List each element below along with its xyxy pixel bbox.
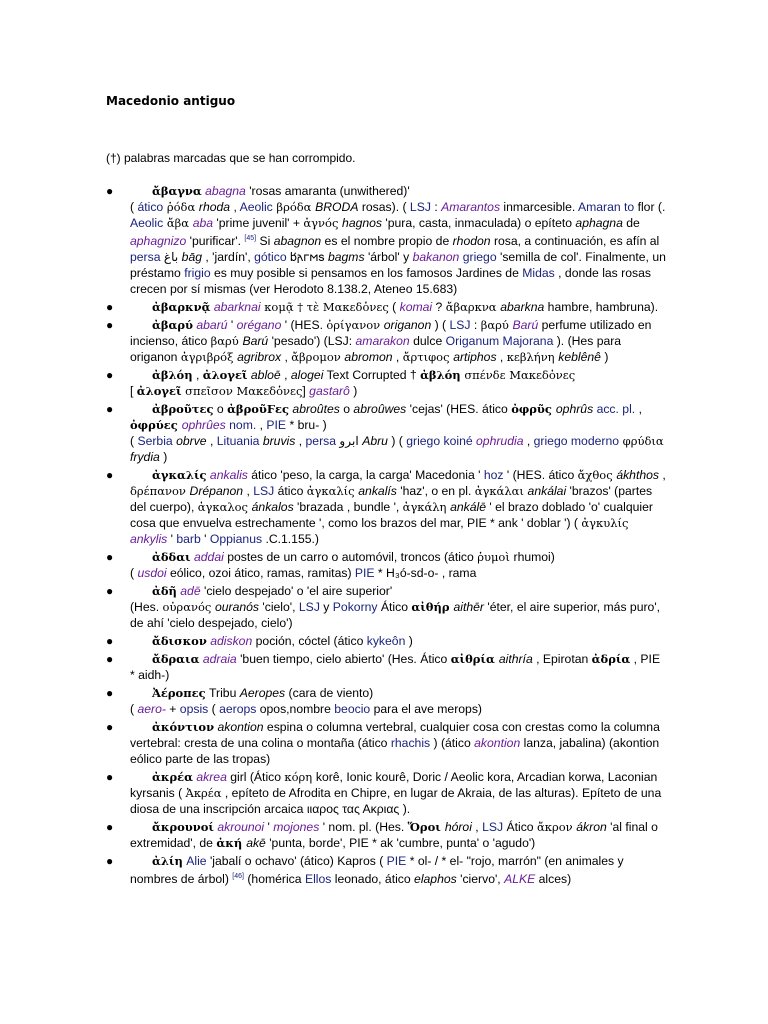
entry-text: 'rosas amaranta (unwithered)' <box>245 184 410 198</box>
entry-text: , <box>295 434 306 449</box>
term-link[interactable]: aba <box>192 216 214 230</box>
entry-alie <box>106 853 666 887</box>
entry-text: Barú <box>242 334 269 349</box>
entry-text: ) <box>159 450 168 465</box>
reference-link[interactable]: [46] <box>232 873 244 881</box>
term-link[interactable]: Pokorny <box>332 600 378 615</box>
entry-text: , epíteto de Afrodita en Chipre, en lugar de Akraia, de las alturas). Epíteto de una diosa de una inscripción arcaica ιιαρος τας Ακριας ). <box>130 786 662 817</box>
term-link[interactable]: gastarô <box>309 384 350 399</box>
term-link[interactable]: LSJ <box>449 318 471 333</box>
entry-text: ( <box>388 300 400 315</box>
entry-text: βρόδα <box>272 200 316 214</box>
entry-text: ) <box>405 634 413 649</box>
entry-text: ) <box>349 384 358 399</box>
bullet-icon: ● <box>106 686 114 701</box>
entry-text: Text Corrupted † <box>323 368 421 383</box>
term-link[interactable]: barb <box>176 532 201 547</box>
entry-text: , <box>280 368 291 383</box>
entry-text: es muy posible si pensamos en los famosos Jardines de <box>210 266 523 281</box>
entry-text: , <box>659 468 666 483</box>
entry-text: bruvis <box>262 434 296 449</box>
entry-text: aphagna <box>575 216 623 230</box>
entry-text: Si <box>256 234 274 249</box>
entry-text: ophrûs <box>555 402 594 417</box>
bullet-icon: ● <box>106 854 114 869</box>
entry-text: abarkna <box>500 300 545 315</box>
entry-text: [ <box>130 384 137 399</box>
term-link[interactable]: acc. pl. <box>596 402 636 417</box>
term-link[interactable]: LSJ <box>482 820 504 835</box>
entry-text: keblênê <box>558 350 601 365</box>
entry-text: φρύδια <box>619 434 664 449</box>
term-link[interactable]: abagna <box>201 184 246 198</box>
entry-text: bagms <box>327 250 365 265</box>
entry-text: akē <box>246 836 266 851</box>
entry-agkalis <box>106 467 666 547</box>
entry-text: 'semilla de col'. Finalmente, un préstamo <box>130 250 666 281</box>
entry-text: o <box>213 402 228 417</box>
entry-text: * ol- / * el- "rojo, marrón" (en animales y nombres de árbol) <box>130 854 624 887</box>
entry-text: hóroi <box>444 820 472 835</box>
entry-text: (cara de viento) <box>285 686 374 701</box>
entry-text: ' (HES. <box>281 318 327 333</box>
entry-text: ( <box>130 200 138 214</box>
entry-text: , <box>230 200 240 214</box>
page-title: Macedonio antiguo <box>106 94 236 108</box>
entry-text: ἄβα <box>163 216 193 230</box>
entry-text: , <box>392 350 403 365</box>
term-link[interactable]: akrea <box>192 770 227 785</box>
term-link[interactable]: ático <box>137 200 164 214</box>
entry-text: Aeropes <box>239 686 286 701</box>
bullet-icon: ● <box>106 770 114 785</box>
entry-text: rosa, a continuación, es afín al <box>490 234 660 249</box>
entry-text: abroûtes <box>289 402 340 417</box>
headword: αἰθρία <box>450 652 499 667</box>
entry-akontion <box>106 719 666 767</box>
entry-text: ' <box>200 532 210 547</box>
term-link[interactable]: hoz <box>483 468 504 483</box>
term-link[interactable]: Origanum Majorana <box>445 334 554 349</box>
bullet-icon: ● <box>106 820 114 835</box>
bullet-icon: ● <box>106 402 114 417</box>
term-link[interactable]: PIE <box>266 418 287 433</box>
entry-text: * bru- ) <box>286 418 327 433</box>
bullet-icon: ● <box>106 634 114 649</box>
term-link[interactable]: Ellos <box>304 872 332 887</box>
entry-akrounoi <box>106 819 666 851</box>
entry-text: para el ave merops) <box>370 702 482 717</box>
term-link[interactable]: LSJ <box>298 600 320 615</box>
term-link[interactable]: amarakon <box>355 334 410 349</box>
entry-text: leonado, ático <box>331 872 415 887</box>
term-link[interactable]: abarknai <box>210 300 261 315</box>
entry-text: ἀγκάλη <box>402 500 451 515</box>
entry-text: bāg <box>181 250 203 265</box>
entry-text: ' (HES. ático <box>503 468 578 483</box>
entry-ade <box>106 583 666 631</box>
entry-text: .C.1.155.) <box>262 532 319 547</box>
entry-text: ' nom. pl. (Hes. <box>319 820 408 835</box>
entry-text: ἄβρομον <box>291 350 345 365</box>
entry-text: y <box>319 600 333 615</box>
headword: ἀλίη <box>152 854 183 869</box>
entry-adiskon <box>106 633 666 649</box>
headword: Ἀέροπες <box>152 686 206 701</box>
entry-text: 'cielo despejado' o 'el aire superior' <box>200 584 393 599</box>
entry-text: , <box>471 820 483 835</box>
entry-text: lanza, jabalina) (akontion eólico parte de las tropas) <box>130 736 660 767</box>
entry-text: frydia <box>130 450 160 465</box>
entry-text: hambre, hambruna). <box>544 300 659 315</box>
entry-text: Drépanon <box>189 484 244 499</box>
entry-text: ἀγριβρόξ <box>180 350 238 365</box>
term-link[interactable]: addai <box>190 550 224 565</box>
entry-text: ) ( <box>387 434 407 449</box>
term-link[interactable]: frigio <box>184 266 211 281</box>
entry-text: 'ciervo', <box>456 872 505 887</box>
entry-text: ánkalos <box>251 500 294 515</box>
headword: ἀβροῦτες <box>152 402 214 417</box>
headword: ἄδισκον <box>152 634 207 649</box>
headword: ἄδραια <box>152 652 200 667</box>
term-link[interactable]: PIE <box>386 854 407 869</box>
entry-text: eólico, ozoi ático, ramas, ramitas) <box>166 566 355 581</box>
entry-text: κομᾷ † τὲ Μακεδὁνες <box>260 300 389 315</box>
term-link[interactable]: adiskon <box>206 634 253 649</box>
entry-text: , <box>496 350 507 365</box>
entry-text: rhodon <box>452 234 491 249</box>
reference-link[interactable]: [45] <box>244 235 257 242</box>
entry-text: ankálai <box>527 484 567 499</box>
entry-text: 𐌱𐌰𐌲𐌼𐍃 <box>286 250 328 265</box>
entry-text: βαρύ <box>480 318 513 333</box>
entry-text: artiphos <box>453 350 497 365</box>
term-link[interactable]: kykeôn <box>366 634 406 649</box>
term-link[interactable]: Aeolic <box>239 200 273 214</box>
term-link[interactable]: griego moderno <box>533 434 620 449</box>
entry-text: 'haz', o en pl. <box>396 484 475 499</box>
entry-text: ( <box>130 434 138 449</box>
entry-text: 'cielo', <box>259 600 299 615</box>
entry-text: ático <box>274 484 307 499</box>
entry-text: espina o columna vertebral, cualquier cosa con crestas como la columna vertebral: cresta de una colina o montaña (ático <box>130 720 660 751</box>
term-link[interactable]: ankalis <box>206 468 248 483</box>
entry-text: , <box>523 434 534 449</box>
entry-text: Abru <box>362 434 388 449</box>
term-link[interactable]: rhachis <box>390 736 431 751</box>
entry-text: ( <box>208 702 220 717</box>
entry-text: 'árbol' y <box>364 250 413 265</box>
entry-text: 'purificar'. <box>186 234 245 249</box>
entry-text: , <box>206 434 217 449</box>
entry-text: opos,nombre <box>256 702 335 717</box>
entry-text: Tribu <box>205 686 240 701</box>
entry-text: girl (Ático <box>226 770 285 785</box>
entry-text: BRODA <box>315 200 359 214</box>
headword: ἀβροῦϜες <box>227 402 290 417</box>
term-link[interactable]: komai <box>399 300 433 315</box>
entry-list <box>106 183 666 889</box>
term-link[interactable]: akrounoi <box>213 820 265 835</box>
bullet-icon: ● <box>106 584 114 599</box>
entry-text: 'buen tiempo, cielo abierto' (Hes. Ático <box>236 652 451 667</box>
headword: ἀδρία <box>591 652 631 667</box>
entry-text: σπεῖσον Μακεδὁνες <box>181 384 303 399</box>
entry-text: ἀγκαλίς <box>306 484 359 499</box>
entry-text: rhoda <box>198 200 231 214</box>
entry-text: dulce <box>409 334 446 349</box>
term-link[interactable]: opsis <box>179 702 209 717</box>
entry-text: , PIE * aidh-) <box>130 652 661 683</box>
entry-text: elaphos <box>414 872 457 887</box>
entry-aeropes <box>106 685 666 717</box>
entry-text: ἄκρον <box>536 820 577 835</box>
entry-text: de <box>622 216 640 230</box>
headword: Ὅροι <box>407 820 445 835</box>
bullet-icon: ● <box>106 300 114 315</box>
term-link[interactable]: ankylis <box>130 532 168 547</box>
entry-text: ابرو <box>336 434 363 449</box>
entry-text: 'pura, casta, inmaculada) o epíteto <box>382 216 576 230</box>
term-link[interactable]: ALKE <box>504 872 536 887</box>
term-link[interactable]: Amaran to <box>577 200 635 214</box>
entry-text: , <box>281 350 292 365</box>
entry-text: δρέπανον <box>130 484 190 499</box>
entry-text: obrve <box>176 434 207 449</box>
term-link[interactable]: PIE <box>354 566 375 581</box>
entry-text: abloē <box>247 368 281 383</box>
entry-abroutes <box>106 401 666 465</box>
entry-text: οὐρανός <box>162 600 215 615</box>
entry-text: 'éter, el aire superior, más puro', de ahí 'cielo despejado, cielo') <box>130 600 661 631</box>
entry-text: ' el brazo doblado 'o' cualquier cosa que envuelva estrechamente ', como los brazos del mar, PIE * ank ' doblar ') ( <box>130 500 653 531</box>
term-link[interactable]: bakanon <box>412 250 460 265</box>
entry-text: , <box>256 418 267 433</box>
entry-text: (Hes. <box>130 600 163 615</box>
entry-text: o <box>339 402 354 417</box>
entry-text: abromon <box>344 350 393 365</box>
entry-text: ' <box>167 532 177 547</box>
entry-text: 'pesado') (LSJ: <box>268 334 356 349</box>
headword: ἀβλόη <box>420 368 461 383</box>
entry-text: ' <box>227 318 237 333</box>
term-link[interactable]: Oppianus <box>209 532 263 547</box>
term-link[interactable]: aphagnizo <box>130 234 187 249</box>
entry-text: korê, Ionic kourê, Doric / Aeolic kora, Arcadian korwa, Laconian kyrsanis ( <box>130 770 658 801</box>
entry-text: باغ <box>160 250 182 265</box>
entry-text: perfume utilizado en incienso, ático <box>130 318 652 349</box>
headword: ἀγκαλίς <box>152 468 207 483</box>
entry-akrea <box>106 769 666 817</box>
entry-text: postes de un carro o automóvil, troncos (ático <box>223 550 478 565</box>
entry-text: ankalís <box>358 484 397 499</box>
entry-text: rhumoi) <box>513 550 555 565</box>
entry-text: ἀγκαλος <box>197 500 252 515</box>
entry-text: ῥόδα <box>163 200 199 214</box>
entry-adraia <box>106 651 666 683</box>
term-link[interactable]: adē <box>176 584 201 599</box>
term-link[interactable]: abarú <box>192 318 228 333</box>
entry-text: es el nombre propio de <box>321 234 453 249</box>
entry-text: ἄβαρκνα <box>445 300 501 315</box>
headword: ἀδδαι <box>152 550 191 565</box>
term-link[interactable]: persa <box>305 434 337 449</box>
entry-text: ἄχθος <box>577 468 617 483</box>
entry-abagna <box>106 183 666 297</box>
entry-text: akontion <box>214 720 264 735</box>
entry-text: ) <box>600 350 609 365</box>
entry-text: , <box>635 402 642 417</box>
term-link[interactable]: Barú <box>512 318 539 333</box>
entry-text: abagnon <box>273 234 322 249</box>
entry-text: inmarcesible. <box>500 200 578 214</box>
term-link[interactable]: nom. <box>229 418 257 433</box>
entry-abarkna <box>106 299 666 315</box>
entry-text: aithría <box>498 652 533 667</box>
entry-text: , <box>243 484 254 499</box>
entry-text: ) ( <box>431 318 450 333</box>
entry-text: rosas). ( <box>358 200 410 214</box>
entry-text: ákron <box>576 820 607 835</box>
entry-abaru <box>106 317 666 365</box>
entry-text: ἁγνός <box>303 216 343 230</box>
entry-text: 'brazos' (partes del cuerpo), <box>130 484 653 515</box>
term-link[interactable]: ophrudia <box>476 434 524 449</box>
entry-text: abroûwes <box>353 402 407 417</box>
entry-text: σπένδε Μακεδὁνες <box>460 368 576 383</box>
term-link[interactable]: Midas <box>522 266 555 281</box>
bullet-icon: ● <box>106 652 114 667</box>
entry-text: alces) <box>535 872 572 887</box>
entry-text: ( <box>130 702 138 717</box>
entry-text: ouranós <box>214 600 260 615</box>
entry-text: , donde las rosas crecen por sí mismas (ver Herodoto 8.138.2, Ateneo 15.683) <box>130 266 651 297</box>
entry-text: Ático <box>377 600 412 615</box>
entry-text: (homérica <box>243 872 305 887</box>
term-link[interactable]: griego <box>462 250 497 265</box>
term-link[interactable]: Serbia <box>137 434 173 449</box>
entry-text: κεβλήνη <box>506 350 559 365</box>
entry-text: ankálē <box>450 500 487 515</box>
entry-text: hagnos <box>342 216 383 230</box>
entry-text: : <box>470 318 481 333</box>
entry-text: ' <box>264 820 274 835</box>
term-link[interactable]: orégano <box>236 318 282 333</box>
entry-text: agribrox <box>237 350 282 365</box>
term-link[interactable]: Aeolic <box>130 216 164 230</box>
headword: ὀφρύες <box>130 418 182 433</box>
entry-text: ἀγκυλίς <box>581 516 629 531</box>
headword: ἄκρουνοί <box>152 820 214 835</box>
entry-text: ἄρτιφος <box>402 350 454 365</box>
headword: ἀβλόη <box>152 368 193 383</box>
headword: ἀδῆ <box>152 584 177 599</box>
entry-text: 'al final o extremidad', de <box>130 820 658 851</box>
entry-text: 'jabalí o ochavo' (ático) Kapros ( <box>206 854 387 869</box>
entry-text: ? <box>432 300 446 315</box>
entry-text: ático 'peso, la carga, la carga' Macedonia ' <box>247 468 484 483</box>
entry-text: ) (ático <box>430 736 475 751</box>
entry-ablon <box>106 367 666 399</box>
term-link[interactable]: gótico <box>254 250 287 265</box>
bullet-icon: ● <box>106 184 114 198</box>
bullet-icon: ● <box>106 468 114 483</box>
headword: ἀλογεῖ <box>202 368 248 383</box>
term-link[interactable]: griego koiné <box>406 434 473 449</box>
headword: αἰθήρ <box>411 600 454 615</box>
entry-text: ὀρίγανον <box>326 318 384 333</box>
entry-text: ] <box>302 384 310 399</box>
bullet-icon: ● <box>106 550 114 565</box>
entry-text: + <box>165 702 180 717</box>
term-link[interactable]: akontion <box>474 736 521 751</box>
headword: ἀκή <box>216 836 247 851</box>
term-link[interactable]: beocio <box>334 702 371 717</box>
bullet-icon: ● <box>106 368 114 383</box>
entry-addai <box>106 549 666 581</box>
headword: ἀλογεῖ <box>136 384 182 399</box>
term-link[interactable]: Alie <box>182 854 207 869</box>
entry-text: ῥυμοὶ <box>477 550 514 565</box>
entry-text: 'punta, borde', PIE * ak 'cumbre, punta' o 'agudo') <box>265 836 536 851</box>
term-link[interactable]: aerops <box>219 702 257 717</box>
term-link[interactable]: aero- <box>137 702 166 717</box>
entry-text: 'cejas' (HES. ático <box>406 402 512 417</box>
entry-text: ). (Hes para origanon <box>130 334 622 365</box>
entry-text: κόρη <box>284 770 316 785</box>
entry-text: poción, cóctel (ático <box>252 634 367 649</box>
entry-text: : <box>430 200 442 214</box>
term-link[interactable]: Amarantos <box>441 200 501 214</box>
headword: ὀφρῦς <box>511 402 556 417</box>
entry-text: aithēr <box>453 600 484 615</box>
entry-text: origanon <box>383 318 432 333</box>
entry-text: * H₃ó-sd-o- , rama <box>374 566 477 581</box>
bullet-icon: ● <box>106 720 114 735</box>
headword: ἀβαρύ <box>152 318 193 333</box>
entry-text: alogei <box>290 368 324 383</box>
bullet-icon: ● <box>106 318 114 333</box>
term-link[interactable]: adraia <box>199 652 237 667</box>
entry-text: Ático <box>503 820 537 835</box>
entry-text: ( <box>130 566 138 581</box>
term-link[interactable]: mojones <box>273 820 320 835</box>
headword: ἀκόντιον <box>152 720 215 735</box>
term-link[interactable]: LSJ <box>253 484 275 499</box>
term-link[interactable]: ophrûes <box>181 418 226 433</box>
headword: ἄβαγνα <box>152 184 202 198</box>
entry-text: , Epirotan <box>532 652 592 667</box>
entry-text: βαρύ <box>210 334 243 349</box>
entry-text: , 'jardín', <box>202 250 255 265</box>
entry-text: Ἀκρέα <box>185 786 222 801</box>
term-link[interactable]: LSJ <box>409 200 431 214</box>
entry-text: , <box>192 368 203 383</box>
intro-note: (†) palabras marcadas que se han corrompido. <box>106 151 356 165</box>
entry-text: flor (. <box>634 200 666 214</box>
term-link[interactable]: persa <box>130 250 161 265</box>
entry-text: 'brazada , bundle ', <box>293 500 403 515</box>
term-link[interactable]: usdoi <box>137 566 167 581</box>
entry-text: 'prime juvenil' + <box>213 216 304 230</box>
headword: ἀκρέα <box>152 770 193 785</box>
term-link[interactable]: Lituania <box>216 434 260 449</box>
entry-text: ἀγκάλαι <box>474 484 528 499</box>
entry-text: ákhthos <box>616 468 659 483</box>
headword: ἀβαρκνᾷ <box>152 300 211 315</box>
